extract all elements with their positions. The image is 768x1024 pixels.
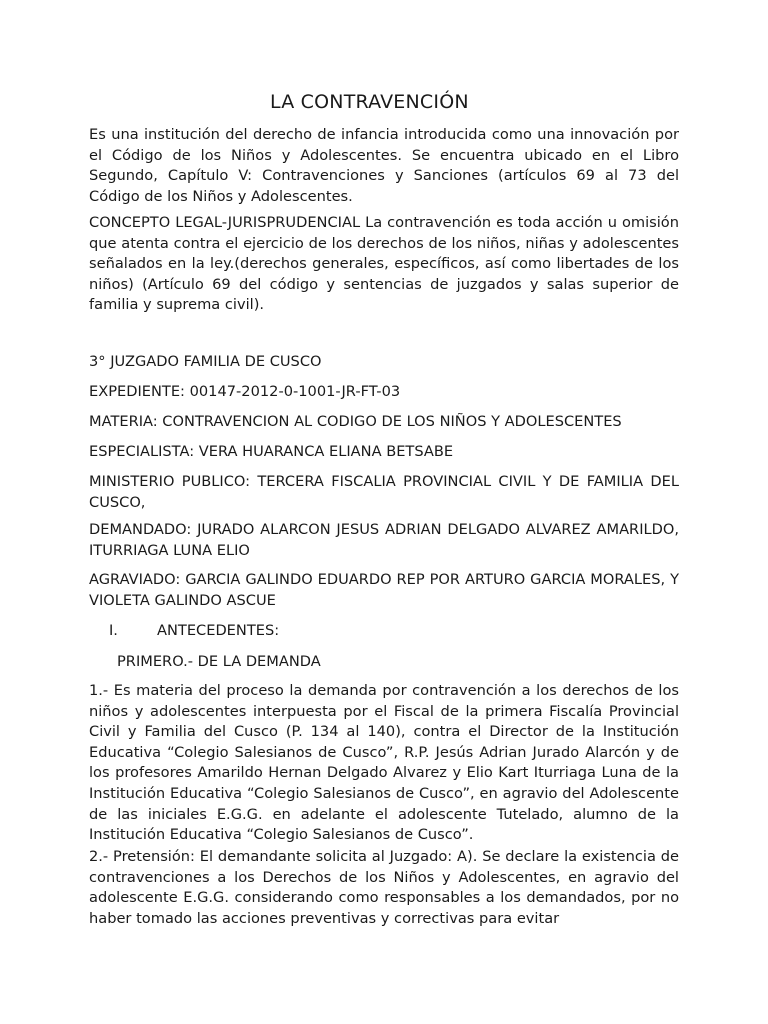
especialista-line: ESPECIALISTA: VERA HUARANCA ELIANA BETSABE bbox=[89, 443, 454, 460]
agraviado-paragraph: AGRAVIADO: GARCIA GALINDO EDUARDO REP POR ARTURO GARCIA MORALES, Y VIOLETA GALINDO ASCUE bbox=[89, 571, 679, 609]
subsection-title: PRIMERO.- DE LA DEMANDA bbox=[117, 653, 321, 670]
juzgado-line: 3° JUZGADO FAMILIA DE CUSCO bbox=[89, 353, 322, 370]
punto-2-paragraph: 2.- Pretensión: El demandante solicita al Juzgado: A). Se declare la existencia de contravenciones a los Derechos de los Niños y Adolescentes, en agravio del adolescente E.G.G. considerando como responsables a los demandados, por no haber tomado las acciones preventivas y correctivas para evitar bbox=[89, 848, 679, 927]
document-title: LA CONTRAVENCIÓN bbox=[270, 91, 469, 113]
concepto-paragraph: CONCEPTO LEGAL-JURISPRUDENCIAL La contravención es toda acción u omisión que atenta contra el ejercicio de los derechos de los niños, niñas y adolescentes señalados en la ley.(derechos generales, específicos, así como libertades de los niños) (Artículo 69 del código y sentencias de juzgados y salas superior de familia y suprema civil). bbox=[89, 214, 679, 314]
materia-line: MATERIA: CONTRAVENCION AL CODIGO DE LOS NIÑOS Y ADOLESCENTES bbox=[89, 413, 622, 430]
section-title: ANTECEDENTES: bbox=[157, 622, 280, 639]
ministerio-publico-paragraph: MINISTERIO PUBLICO: TERCERA FISCALIA PROVINCIAL CIVIL Y DE FAMILIA DEL CUSCO, bbox=[89, 473, 679, 511]
expediente-line: EXPEDIENTE: 00147-2012-0-1001-JR-FT-03 bbox=[89, 383, 401, 400]
section-number: I. bbox=[109, 622, 118, 639]
demandado-paragraph: DEMANDADO: JURADO ALARCON JESUS ADRIAN DELGADO ALVAREZ AMARILDO, ITURRIAGA LUNA ELIO bbox=[89, 521, 679, 559]
punto-1-paragraph: 1.- Es materia del proceso la demanda por contravención a los derechos de los niños y adolescentes interpuesta por el Fiscal de la primera Fiscalía Provincial Civil y Familia del Cusco (P. 134 al 140), contra el Director de la Institución Educativa “Colegio Salesianos de Cusco”, R.P. Jesús Adrian Jurado Alarcón y de los profesores Amarildo Hernan Delgado Alvarez y Elio Kart Iturriaga Luna de la Institución Educativa “Colegio Salesianos de Cusco”, en agravio del Adolescente de las iniciales E.G.G. en adelante el adolescente Tutelado, alumno de la Institución Educativa “Colegio Salesianos de Cusco”. bbox=[89, 682, 679, 844]
intro-paragraph: Es una institución del derecho de infancia introducida como una innovación por el Código de los Niños y Adolescentes. Se encuentra ubicado en el Libro Segundo, Capítulo V: Contravenciones y Sanciones (artículos 69 al 73 del Código de los Niños y Adolescentes. bbox=[89, 126, 679, 205]
